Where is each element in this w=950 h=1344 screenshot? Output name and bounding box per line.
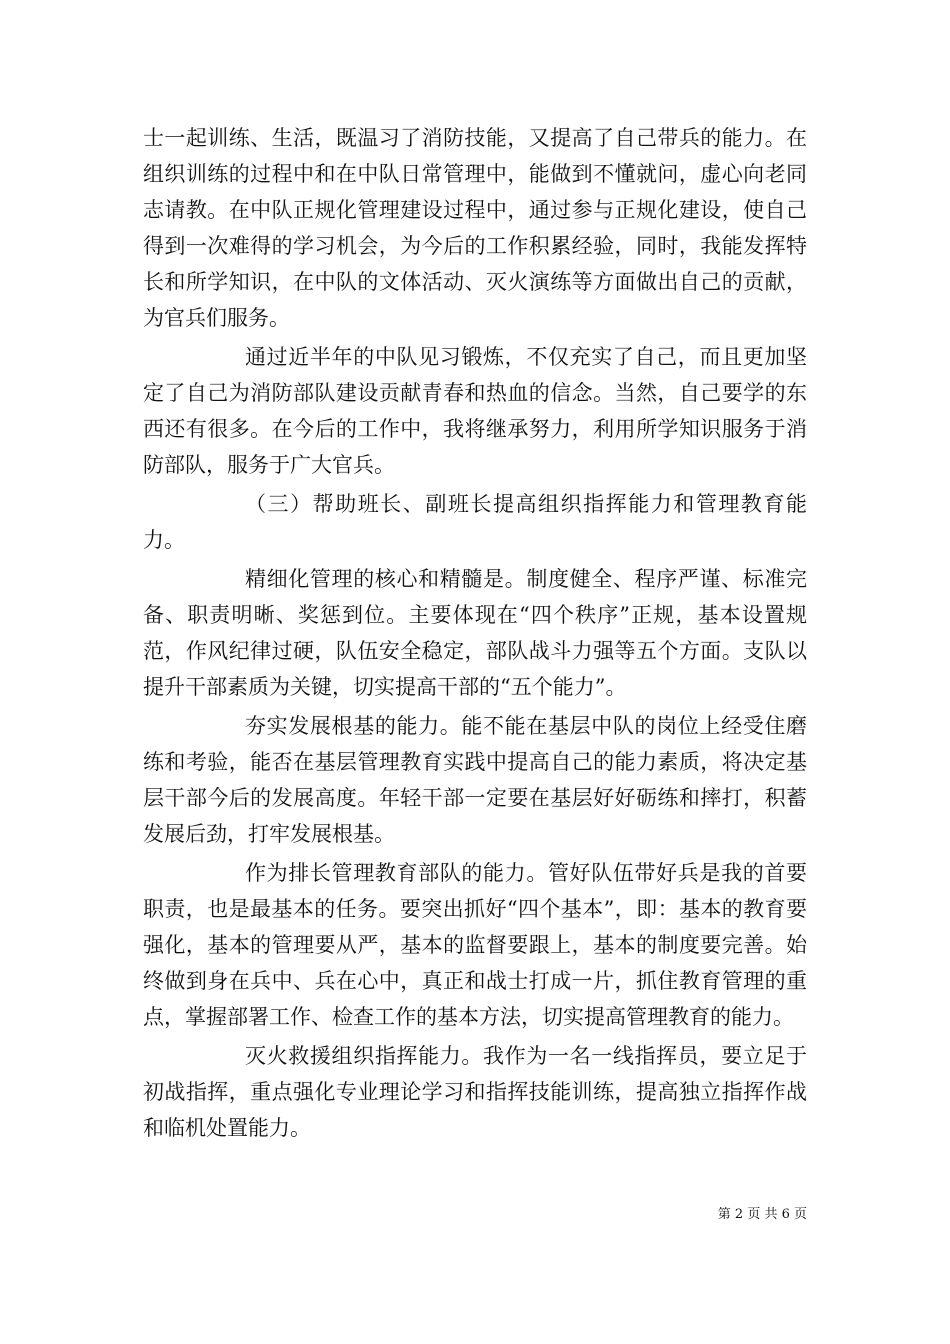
paragraph-2: 通过近半年的中队见习锻炼，不仅充实了自己，而且更加坚定了自己为消防部队建设贡献青春和热血的信念。当然，自己要学的东西还有很多。在今后的工作中，我将继承努力，利用所学知识服务于消防部队，服务于广大官兵。	[143, 345, 807, 477]
paragraph-3: 精细化管理的核心和精髓是。制度健全、程序严谨、标准完备、职责明晰、奖惩到位。主要体现在“四个秩序”正规，基本设置规范，作风纪律过硬，队伍安全稳定，部队战斗力强等五个方面。支队以提升干部素质为关键，切实提高干部的“五个能力”。	[143, 567, 807, 699]
paragraph-4: 夯实发展根基的能力。能不能在基层中队的岗位上经受住磨练和考验，能否在基层管理教育实践中提高自己的能力素质，将决定基层干部今后的发展高度。年轻干部一定要在基层好好砺练和摔打，积蓄发展后劲，打牢发展根基。	[143, 714, 807, 846]
section-heading: （三）帮助班长、副班长提高组织指挥能力和管理教育能力。	[143, 492, 807, 552]
paragraph-5: 作为排长管理教育部队的能力。管好队伍带好兵是我的首要职责，也是最基本的任务。要突出抓好“四个基本”，即：基本的教育要强化，基本的管理要从严，基本的监督要跟上，基本的制度要完善。始终做到身在兵中、兵在心中，真正和战士打成一片，抓住教育管理的重点，掌握部署工作、检查工作的基本方法，切实提高管理教育的能力。	[143, 861, 807, 1029]
page-number: 第 2 页 共 6 页	[717, 1207, 807, 1222]
paragraph-1: 士一起训练、生活，既温习了消防技能，又提高了自己带兵的能力。在组织训练的过程中和在中队日常管理中，能做到不懂就问，虚心向老同志请教。在中队正规化管理建设过程中，通过参与正规化建设，使自己得到一次难得的学习机会，为今后的工作积累经验，同时，我能发挥特长和所学知识，在中队的文体活动、灭火演练等方面做出自己的贡献，为官兵们服务。	[143, 126, 807, 330]
document-body	[143, 120, 807, 1149]
paragraph-6: 灭火救援组织指挥能力。我作为一名一线指挥员，要立足于初战指挥，重点强化专业理论学习和指挥技能训练，提高独立指挥作战和临机处置能力。	[143, 1044, 807, 1140]
